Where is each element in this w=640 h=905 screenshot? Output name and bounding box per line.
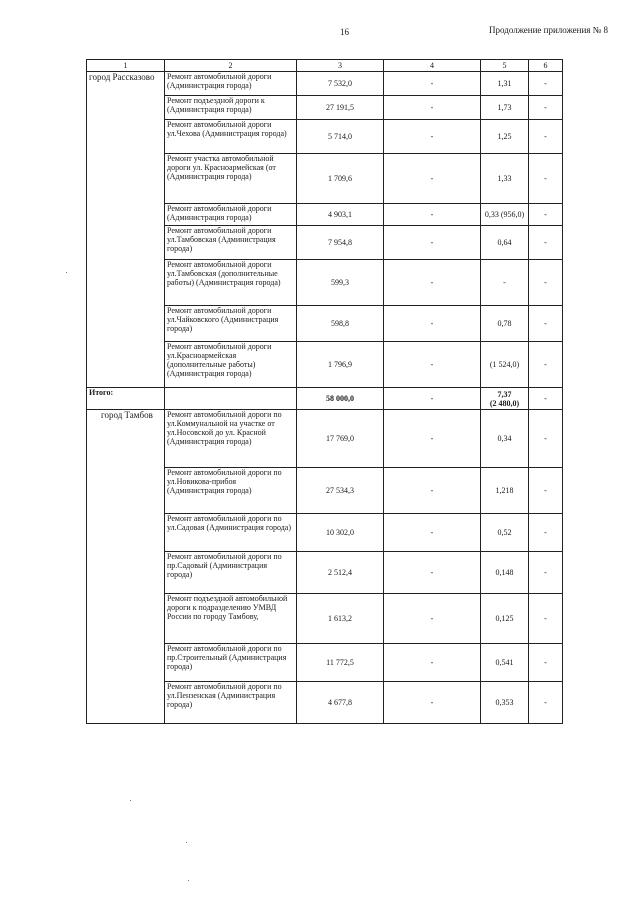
column-4-cell: -	[384, 410, 481, 468]
total-length-value: 7,37	[497, 389, 512, 399]
column-6-cell: -	[529, 154, 563, 204]
work-description-cell: Ремонт подъездной дороги к (Администрация города)	[165, 96, 297, 120]
column-6-cell: -	[529, 204, 563, 226]
total-length	[481, 388, 529, 410]
total-column-4: -	[384, 388, 481, 410]
work-description-cell: Ремонт автомобильной дороги ул.Чайковского (Администрация города)	[165, 306, 297, 342]
column-4-cell: -	[384, 226, 481, 260]
length-cell: 1,25	[481, 120, 529, 154]
work-description-cell: Ремонт автомобильной дороги ул.Тамбовская (Администрация города)	[165, 226, 297, 260]
column-4-cell: -	[384, 154, 481, 204]
column-6-cell: -	[529, 468, 563, 514]
column-header: 4	[384, 60, 481, 72]
work-description-cell: Ремонт автомобильной дороги по пр.Строительный (Администрация города)	[165, 644, 297, 682]
length-cell: 1,218	[481, 468, 529, 514]
column-6-cell: -	[529, 682, 563, 724]
amount-cell: 2 512,4	[297, 552, 384, 594]
continuation-note: Продолжение приложения № 8	[489, 25, 609, 35]
work-description-cell: Ремонт участка автомобильной дороги ул. Красноармейская (от (Администрация города)	[165, 154, 297, 204]
column-6-cell: -	[529, 342, 563, 388]
column-header: 5	[481, 60, 529, 72]
column-6-cell: -	[529, 96, 563, 120]
length-cell: 0,52	[481, 514, 529, 552]
amount-cell: 5 714,0	[297, 120, 384, 154]
total-column-6: -	[529, 388, 563, 410]
column-4-cell: -	[384, 468, 481, 514]
column-4-cell: -	[384, 682, 481, 724]
amount-cell: 1 796,9	[297, 342, 384, 388]
total-empty-cell	[165, 388, 297, 410]
length-cell: 0,148	[481, 552, 529, 594]
column-6-cell: -	[529, 410, 563, 468]
amount-cell: 7 532,0	[297, 72, 384, 96]
page-number: 16	[340, 27, 349, 37]
work-description-cell: Ремонт автомобильной дороги ул.Чехова (Администрация города)	[165, 120, 297, 154]
column-4-cell: -	[384, 514, 481, 552]
column-6-cell: -	[529, 306, 563, 342]
column-4-cell: -	[384, 552, 481, 594]
column-4-cell: -	[384, 594, 481, 644]
column-6-cell: -	[529, 260, 563, 306]
amount-cell: 11 772,5	[297, 644, 384, 682]
length-cell: 1,33	[481, 154, 529, 204]
amount-cell: 4 677,8	[297, 682, 384, 724]
length-cell: 1,31	[481, 72, 529, 96]
column-header: 3	[297, 60, 384, 72]
column-header: 2	[165, 60, 297, 72]
amount-cell: 10 302,0	[297, 514, 384, 552]
amount-cell: 598,8	[297, 306, 384, 342]
column-4-cell: -	[384, 72, 481, 96]
column-4-cell: -	[384, 96, 481, 120]
total-row	[87, 388, 563, 410]
column-4-cell: -	[384, 260, 481, 306]
column-header: 1	[87, 60, 165, 72]
column-4-cell: -	[384, 120, 481, 154]
work-description-cell: Ремонт автомобильной дороги по ул.Коммунальной на участке от ул.Носовской до ул. Красной (Администрация города)	[165, 410, 297, 468]
length-cell: 0,33 (956,0)	[481, 204, 529, 226]
work-description-cell: Ремонт автомобильной дороги по ул.Новикова-прибоя (Администрация города)	[165, 468, 297, 514]
total-label: Итого:	[87, 388, 165, 410]
length-cell: 0,353	[481, 682, 529, 724]
column-6-cell: -	[529, 594, 563, 644]
work-description-cell: Ремонт автомобильной дороги по ул.Пензенская (Администрация города)	[165, 682, 297, 724]
amount-cell: 599,3	[297, 260, 384, 306]
table-row	[87, 72, 563, 96]
column-6-cell: -	[529, 226, 563, 260]
scan-speck	[186, 842, 187, 843]
work-description-cell: Ремонт автомобильной дороги (Администрация города)	[165, 204, 297, 226]
length-cell: 0,34	[481, 410, 529, 468]
amount-cell: 4 903,1	[297, 204, 384, 226]
place-cell: город Тамбов	[87, 410, 165, 724]
work-description-cell: Ремонт автомобильной дороги ул.Тамбовская (дополнительные работы) (Администрация города)	[165, 260, 297, 306]
amount-cell: 1 709,6	[297, 154, 384, 204]
amount-cell: 27 191,5	[297, 96, 384, 120]
column-4-cell: -	[384, 342, 481, 388]
column-6-cell: -	[529, 644, 563, 682]
length-cell: 0,64	[481, 226, 529, 260]
total-length-note: (2 480,0)	[489, 398, 520, 408]
column-6-cell: -	[529, 72, 563, 96]
column-number-row	[87, 60, 563, 72]
column-4-cell: -	[384, 204, 481, 226]
total-amount: 58 000,0	[297, 388, 384, 410]
work-description-cell: Ремонт автомобильной дороги по ул.Садовая (Администрация города)	[165, 514, 297, 552]
column-header: 6	[529, 60, 563, 72]
column-6-cell: -	[529, 120, 563, 154]
length-cell: 0,125	[481, 594, 529, 644]
column-4-cell: -	[384, 644, 481, 682]
place-cell: город Рассказово	[87, 72, 165, 388]
scan-speck	[130, 800, 131, 801]
length-cell: 0,541	[481, 644, 529, 682]
length-cell: (1 524,0)	[481, 342, 529, 388]
amount-cell: 7 954,8	[297, 226, 384, 260]
length-cell: 0,78	[481, 306, 529, 342]
work-description-cell: Ремонт автомобильной дороги по пр.Садовый (Администрация города)	[165, 552, 297, 594]
column-6-cell: -	[529, 514, 563, 552]
work-description-cell: Ремонт подъездной автомобильной дороги к подразделению УМВД России по городу Тамбову,	[165, 594, 297, 644]
scan-speck	[66, 272, 67, 273]
table-row	[87, 410, 563, 468]
work-description-cell: Ремонт автомобильной дороги (Администрация города)	[165, 72, 297, 96]
column-4-cell: -	[384, 306, 481, 342]
amount-cell: 1 613,2	[297, 594, 384, 644]
length-cell: -	[481, 260, 529, 306]
length-cell: 1,73	[481, 96, 529, 120]
amount-cell: 17 769,0	[297, 410, 384, 468]
allocation-table	[86, 59, 563, 724]
scan-speck	[188, 880, 189, 881]
column-6-cell: -	[529, 552, 563, 594]
amount-cell: 27 534,3	[297, 468, 384, 514]
work-description-cell: Ремонт автомобильной дороги ул.Красноармейская (дополнительные работы) (Администрация города)	[165, 342, 297, 388]
